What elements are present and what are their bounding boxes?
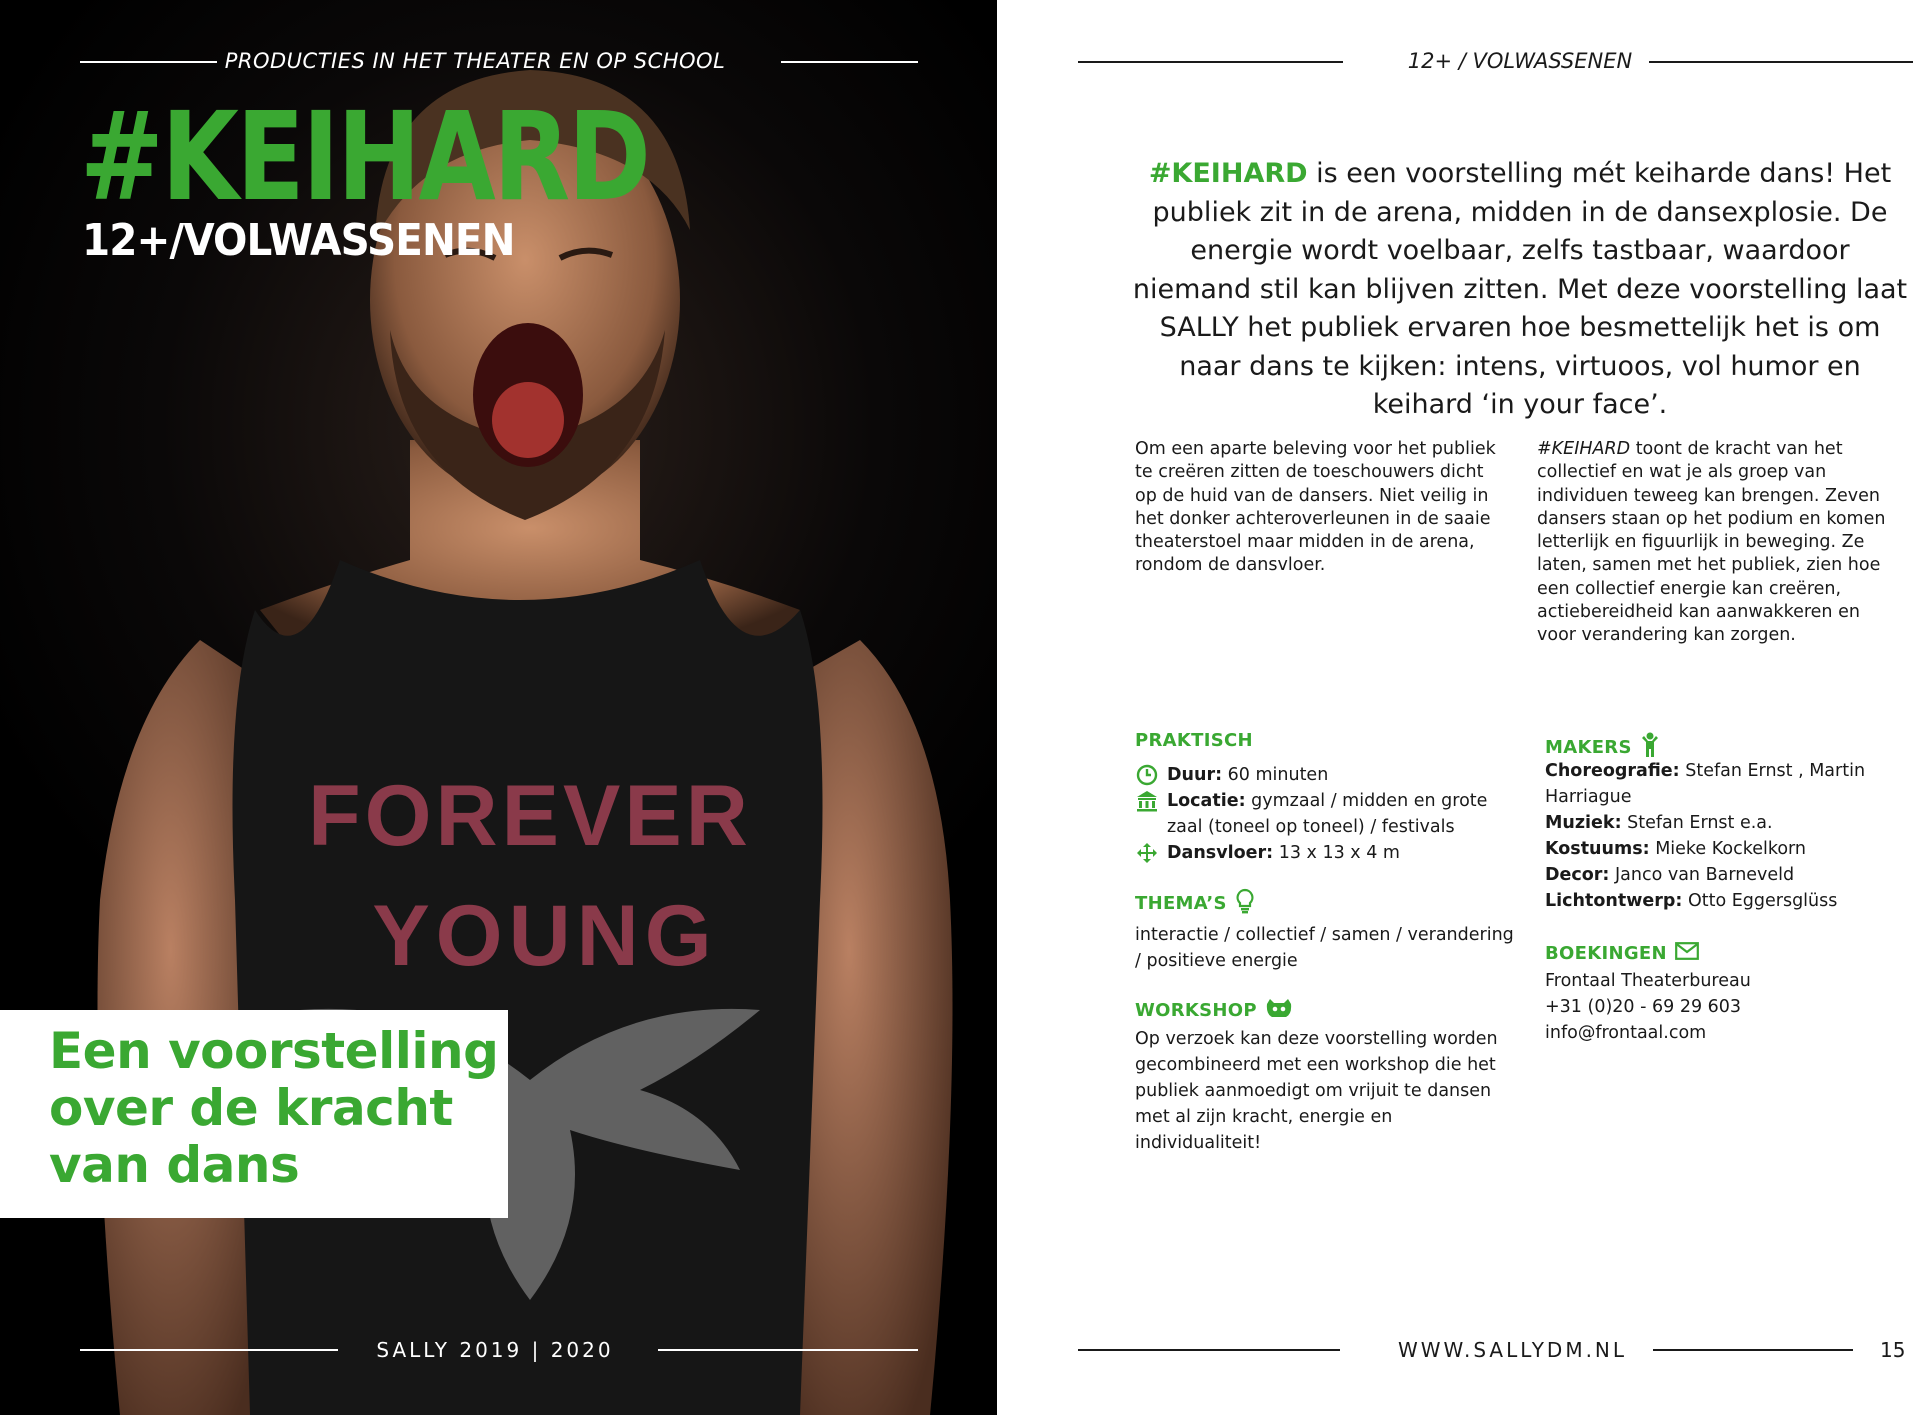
maker-row — [1545, 888, 1875, 914]
praktisch-heading — [1135, 730, 1253, 751]
intro-paragraph — [1130, 155, 1910, 425]
header-rule-right-1 — [1078, 61, 1343, 63]
maker-row — [1545, 810, 1875, 836]
praktisch-info — [1135, 762, 1520, 866]
workshop-text: Op verzoek kan deze voorstelling worden gecombineerd met een workshop die het publiek aanmoedigt om vrijuit te dansen met al zijn kracht, energie en individualiteit! — [1135, 1029, 1498, 1153]
boekingen-company: Frontaal Theaterbureau — [1545, 971, 1751, 991]
footer-rule-right-2 — [1653, 1349, 1853, 1351]
age-group-subtitle: 12+/VOLWASSENEN — [82, 215, 515, 266]
themas-heading-label: THEMA’S — [1135, 893, 1227, 914]
page-number: 15 — [1880, 1338, 1906, 1362]
body-column-1: Om een aparte beleving voor het publiek te creëren zitten de toeschouwers dicht op de huid van de dansers. Niet veilig in het donker achteroverleunen in de saaie theaterstoel maar midden in de arena, rondom de dansvloer. — [1135, 439, 1496, 576]
maker-label: Decor: — [1545, 865, 1610, 885]
header-rule-left-2 — [781, 61, 918, 63]
shirt-text-young: YOUNG — [372, 888, 718, 984]
footer-rule-left-1 — [80, 1349, 338, 1351]
maker-label: Lichtontwerp: — [1545, 891, 1683, 911]
praktisch-heading-label: PRAKTISCH — [1135, 730, 1253, 751]
body-column-2 — [1537, 438, 1902, 648]
dansvloer-value: 13 x 13 x 4 m — [1273, 843, 1400, 863]
workshop-heading-label: WORKSHOP — [1135, 1000, 1257, 1021]
maker-value: Janco van Barneveld — [1609, 865, 1795, 885]
header-rule-left-1 — [80, 61, 217, 63]
page-section-header: PRODUCTIES IN HET THEATER EN OP SCHOOL — [224, 49, 726, 73]
makers-heading-label: MAKERS — [1545, 737, 1632, 758]
intro-text: is een voorstelling mét keiharde dans! Het publiek zit in de arena, midden in de dansexplosie. De energie wordt voelbaar, zelfs tastbaar, waardoor niemand stil kan blijven zitten. Met deze voorstelling laat SALLY het publiek ervaren hoe besmettelijk het is om naar dans te kijken: intens, virtuoos, vol humor en keihard ‘in your face’. — [1132, 158, 1908, 420]
magazine-footer: SALLY 2019 | 2020 — [376, 1338, 614, 1362]
boekingen-phone[interactable]: +31 (0)20 - 69 29 603 — [1545, 997, 1742, 1017]
envelope-icon — [1675, 942, 1699, 965]
age-group-header: 12+ / VOLWASSENEN — [1407, 49, 1633, 73]
maker-value: Otto Eggersglüss — [1682, 891, 1838, 911]
dansvloer-row — [1135, 840, 1520, 866]
intro-highlight: #KEIHARD — [1148, 158, 1308, 189]
maker-value: Mieke Kockelkorn — [1649, 839, 1807, 859]
footer-rule-left-2 — [658, 1349, 918, 1351]
maker-row — [1545, 862, 1875, 888]
duur-value: 60 minuten — [1222, 765, 1329, 785]
body-column-2-em: #KEIHARD — [1537, 439, 1631, 459]
boekingen-info — [1545, 968, 1875, 1046]
clock-icon — [1135, 762, 1159, 788]
production-title: #KEIHARD — [80, 86, 649, 228]
workshop-heading — [1135, 996, 1293, 1025]
shirt-text-forever: FOREVER — [308, 768, 752, 864]
maker-label: Kostuums: — [1545, 839, 1650, 859]
makers-list — [1545, 758, 1875, 914]
maker-value: Stefan Ernst , Martin Harriague — [1545, 761, 1866, 807]
lightbulb-icon — [1235, 888, 1255, 919]
themas-heading — [1135, 888, 1255, 919]
maker-value: Stefan Ernst e.a. — [1621, 813, 1773, 833]
website-url[interactable]: WWW.SALLYDM.NL — [1397, 1338, 1628, 1362]
boekingen-heading-label: BOEKINGEN — [1545, 943, 1667, 964]
boekingen-email[interactable]: info@frontaal.com — [1545, 1023, 1707, 1043]
header-rule-right-2 — [1649, 61, 1913, 63]
maker-label: Muziek: — [1545, 813, 1622, 833]
duur-row — [1135, 762, 1520, 788]
body-column-2-text: toont de kracht van het collectief en wat je als groep van individuen teweeg kan brengen. Zeven dansers staan op het podium en komen letterlijk en figuurlijk in beweging. Ze laten, samen met het publiek, zien hoe een collectief energie kan creëren, actiebereidheid kan aanwakkeren en voor verandering kan zorgen. — [1537, 439, 1886, 646]
game-controller-icon — [1265, 996, 1293, 1025]
locatie-row — [1135, 788, 1520, 840]
locatie-value: gymzaal / midden en grote zaal (toneel op toneel) / festivals — [1167, 791, 1488, 837]
locatie-label: Locatie: — [1167, 791, 1246, 811]
building-icon — [1135, 788, 1159, 814]
themas-text: interactie / collectief / samen / verandering / positieve energie — [1135, 925, 1514, 971]
maker-label: Choreografie: — [1545, 761, 1680, 781]
footer-rule-right-1 — [1078, 1349, 1340, 1351]
tagline: Een voorstelling over de kracht van dans — [49, 1022, 499, 1194]
maker-row — [1545, 836, 1875, 862]
move-arrows-icon — [1135, 840, 1159, 866]
dansvloer-label: Dansvloer: — [1167, 843, 1274, 863]
boekingen-heading — [1545, 942, 1699, 965]
duur-label: Duur: — [1167, 765, 1223, 785]
maker-row — [1545, 758, 1875, 810]
